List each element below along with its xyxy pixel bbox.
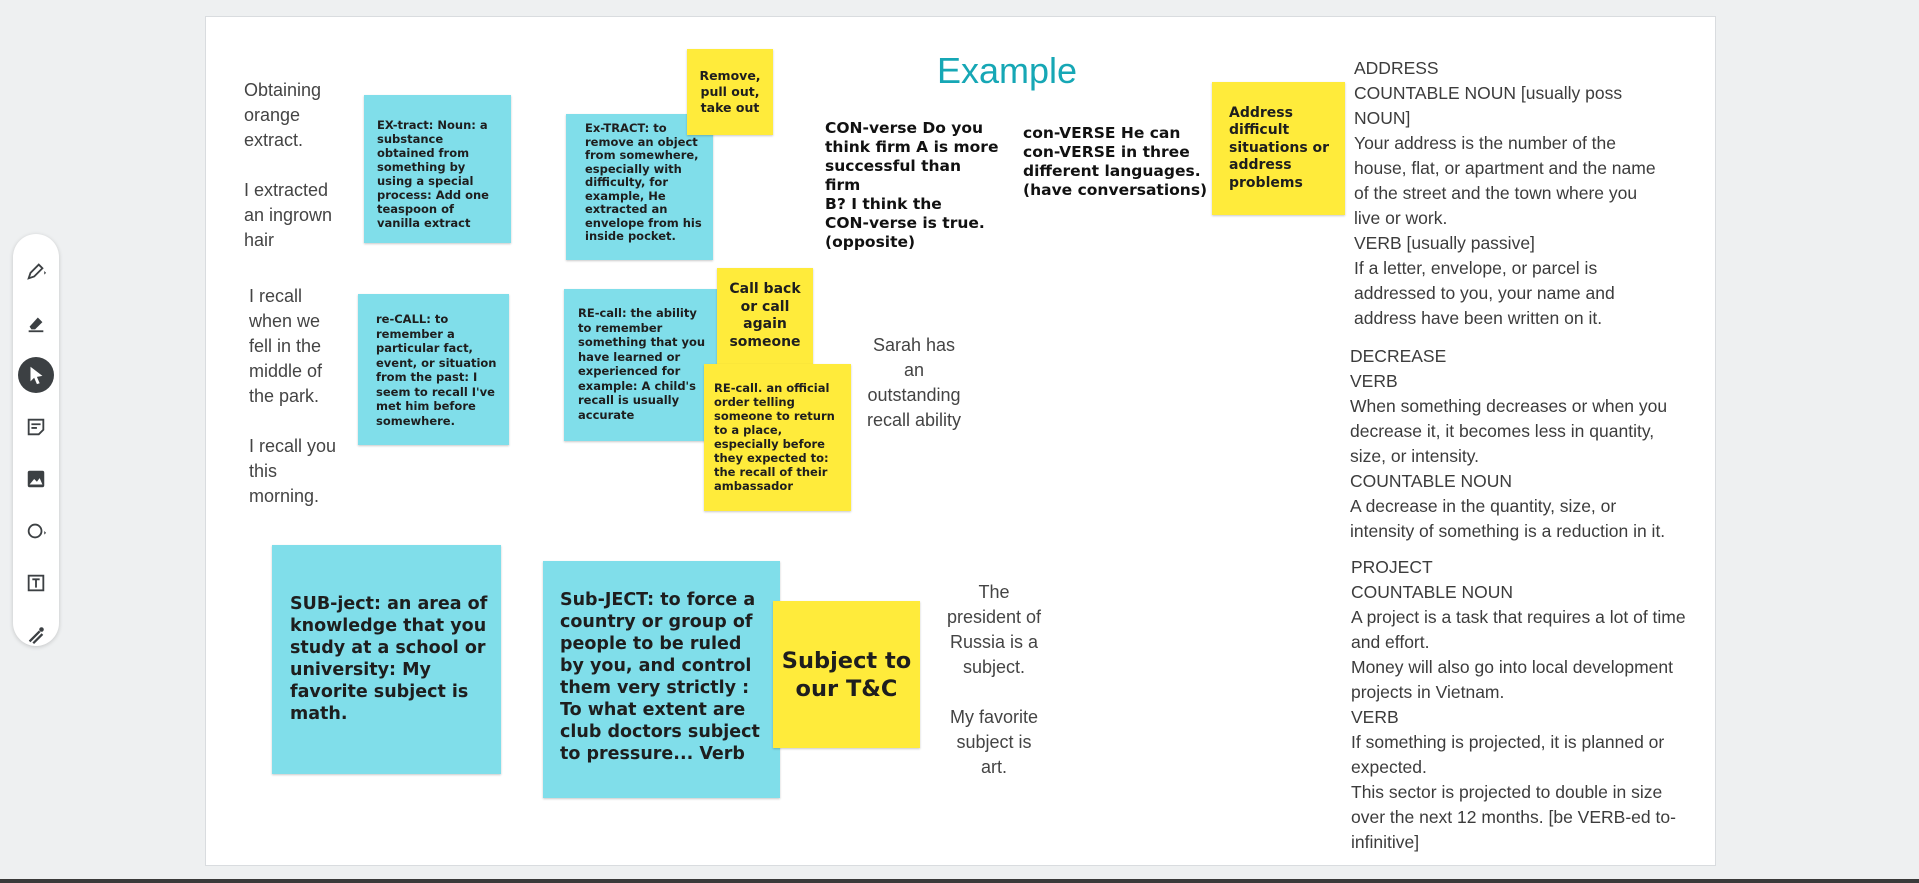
image-tool[interactable]	[18, 461, 54, 497]
text-president[interactable]: The president of Russia is a subject. My favorite subject is art.	[946, 582, 1042, 777]
definition-line: COUNTABLE NOUN [usually poss	[1354, 83, 1623, 103]
definition-line: infinitive]	[1351, 832, 1420, 852]
text-converse-noun[interactable]: CON-verse Do you think firm A is more successful than firm B? I think the CON-verse is true. (opposite)	[825, 119, 999, 251]
eraser-tool[interactable]	[18, 305, 54, 341]
sticky-note-tool[interactable]	[18, 409, 54, 445]
image-icon	[25, 468, 47, 490]
bottom-border	[0, 879, 1919, 883]
definition-line: over the next 12 months. [be VERB-ed to-	[1351, 807, 1676, 827]
sticky-remove[interactable]: Remove, pull out, take out	[687, 49, 773, 135]
definition-line: ADDRESS	[1354, 58, 1439, 78]
board-title: Example	[937, 50, 1078, 91]
definition-line: expected.	[1351, 757, 1427, 777]
definition-line: DECREASE	[1350, 346, 1447, 366]
text-converse-verb[interactable]: con-VERSE He can con-VERSE in three different languages. (have conversations)	[1023, 124, 1208, 199]
definition-line: If something is projected, it is planned or	[1351, 732, 1665, 752]
definition-line: A decrease in the quantity, size, or	[1350, 496, 1617, 516]
definition-line: COUNTABLE NOUN	[1351, 582, 1514, 602]
definition-line: This sector is projected to double in size	[1351, 782, 1663, 802]
laser-tool[interactable]	[18, 617, 54, 653]
shape-tool[interactable]	[18, 513, 54, 549]
text-sarah[interactable]: Sarah has an outstanding recall ability	[866, 335, 962, 430]
definition-line: of the street and the town where you	[1354, 183, 1638, 203]
definition-line: PROJECT	[1351, 557, 1433, 577]
definition-line: Your address is the number of the	[1354, 133, 1617, 153]
definition-line: size, or intensity.	[1350, 446, 1480, 466]
definition-line: VERB	[1350, 371, 1398, 391]
definition-line: Money will also go into local development	[1351, 657, 1673, 677]
definition-line: house, flat, or apartment and the name	[1354, 158, 1656, 178]
sticky-subject-to[interactable]: Subject to our T&C	[773, 601, 920, 748]
text-orange-extract[interactable]: Obtaining orange extract. I extracted an ingrown hair	[244, 80, 333, 250]
cursor-icon	[25, 364, 47, 386]
sticky-subject-noun[interactable]: SUB-ject: an area of knowledge that you study at a school or university: My favorite subject is math.	[272, 545, 501, 774]
definition-address[interactable]	[1354, 56, 1656, 331]
definition-line: and effort.	[1351, 632, 1430, 652]
sticky-note-icon	[25, 416, 47, 438]
definition-decrease[interactable]	[1350, 344, 1667, 544]
sticky-recall-official[interactable]: RE-call. an official order telling someone to return to a place, especially before they expected to: the recall of their ambassador	[704, 364, 851, 511]
laser-icon	[25, 624, 47, 646]
circle-icon	[25, 520, 47, 542]
definition-line: address have been written on it.	[1354, 308, 1603, 328]
text-box-icon	[25, 572, 47, 594]
eraser-icon	[25, 312, 47, 334]
sticky-subject-verb[interactable]: Sub-JECT: to force a country or group of people to be ruled by you, and control them very strictly : To what extent are club doctors subject to pressure... Verb	[543, 561, 780, 798]
definition-line: COUNTABLE NOUN	[1350, 471, 1513, 491]
tool-palette	[13, 234, 59, 646]
sticky-call-back[interactable]: Call back or call again someone	[717, 268, 813, 364]
definition-line: VERB	[1351, 707, 1399, 727]
pen-tool[interactable]	[18, 253, 54, 289]
definition-line: A project is a task that requires a lot of time	[1351, 607, 1686, 627]
definition-line: VERB [usually passive]	[1354, 233, 1535, 253]
sticky-extract-noun[interactable]: EX-tract: Noun: a substance obtained from something by using a special process: Add one teaspoon of vanilla extract	[364, 95, 511, 243]
select-tool[interactable]	[18, 357, 54, 393]
definition-line: intensity of something is a reduction in it.	[1350, 521, 1666, 541]
definition-line: NOUN]	[1354, 108, 1411, 128]
pen-icon	[25, 260, 47, 282]
definition-project[interactable]	[1351, 555, 1686, 855]
definition-line: If a letter, envelope, or parcel is	[1354, 258, 1598, 278]
definition-line: When something decreases or when you	[1350, 396, 1668, 416]
sticky-recall-noun[interactable]: RE-call: the ability to remember something that you have learned or experienced for example: A child's recall is usually accurate	[564, 289, 717, 441]
definition-line: projects in Vietnam.	[1351, 682, 1505, 702]
sticky-extract-verb[interactable]: Ex-TRACT: to remove an object from somewhere, especially with difficulty, for example, He extracted an envelope from his inside pocket.	[566, 114, 713, 260]
definition-line: decrease it, it becomes less in quantity,	[1350, 421, 1655, 441]
sticky-recall-verb[interactable]: re-CALL: to remember a particular fact, event, or situation from the past: I seem to recall I've met him before somewhere.	[358, 294, 509, 445]
definition-line: addressed to you, your name and	[1354, 283, 1615, 303]
sticky-address[interactable]: Address difficult situations or address problems	[1212, 82, 1345, 215]
text-recall-examples[interactable]: I recall when we fell in the middle of the park. I recall you this morning.	[249, 286, 337, 506]
text-box-tool[interactable]	[18, 565, 54, 601]
definition-line: live or work.	[1354, 208, 1448, 228]
